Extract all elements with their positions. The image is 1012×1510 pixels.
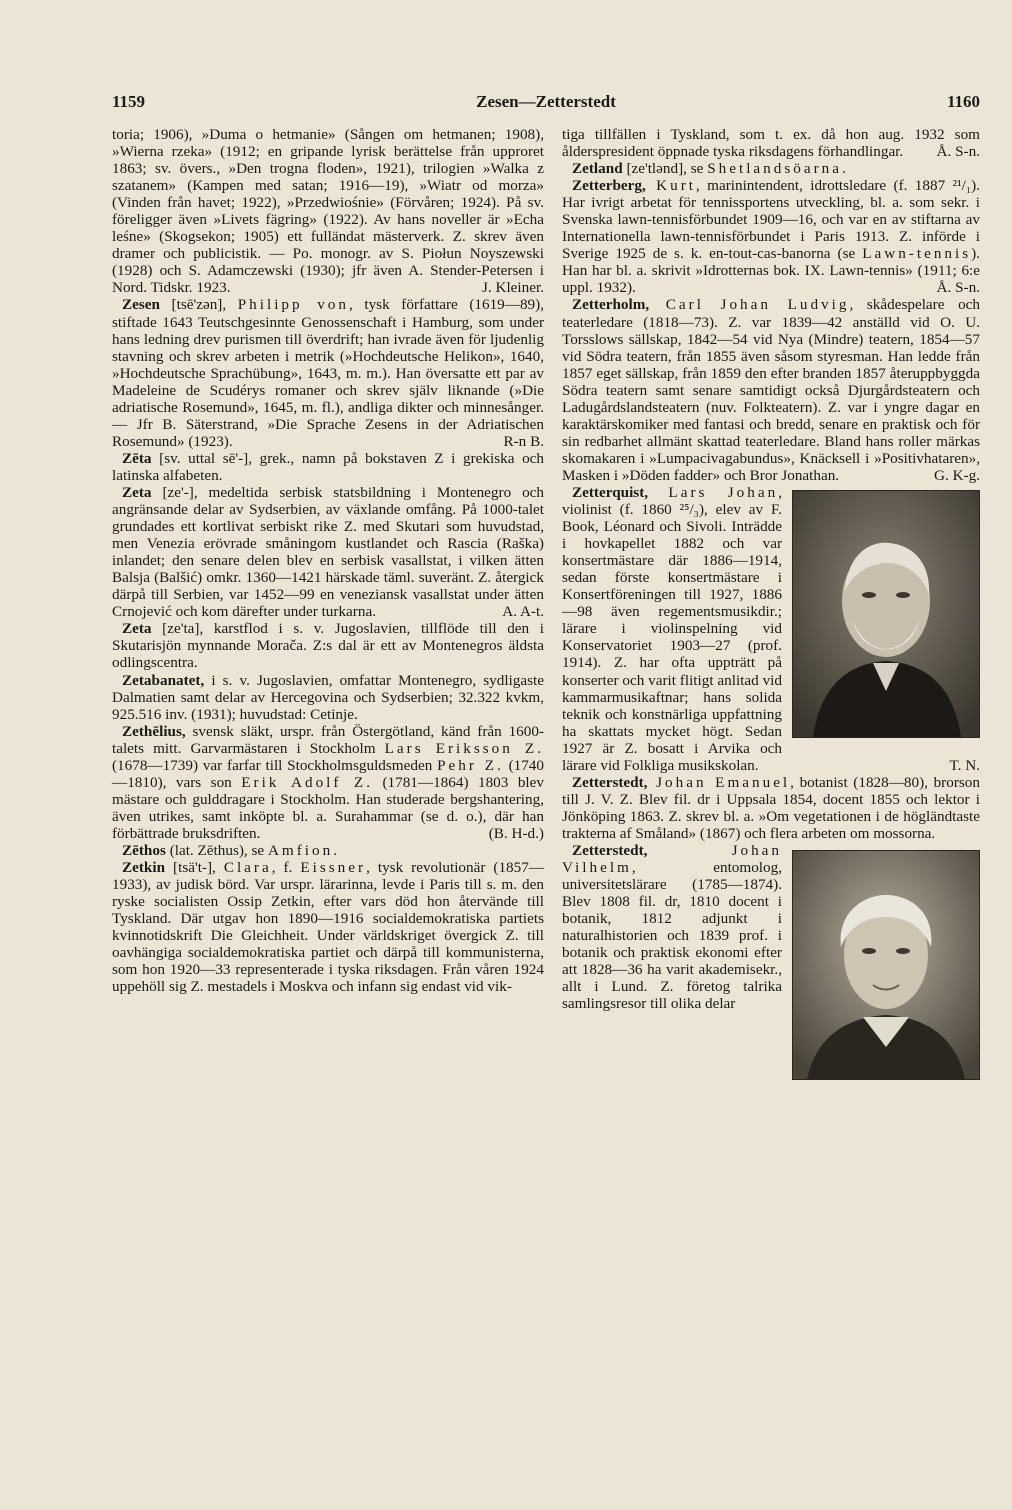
article-zetabanatet: Zetabanatet, i s. v. Jugoslavien, omfattar Montenegro, sydligaste Dalmatien samt delar av Hercegovina och Sydserbien; 32.322 kvkm, 925.516 inv. (1931); huvudstad: Cetinje.	[112, 671, 544, 723]
article-zeta-letter: Zēta [sv. uttal sē'-], grek., namn på bokstaven Z i grekiska och latinska alfabeten.	[112, 449, 544, 484]
article-zethos: Zēthos (lat. Zēthus), se Amfion.	[122, 841, 338, 859]
headword: Zeta	[122, 483, 152, 501]
headword: Zetterquist,	[572, 483, 649, 501]
left-page-number: 1159	[112, 92, 146, 111]
headword: Zēta	[122, 449, 152, 467]
headword: Zetterstedt,	[572, 773, 648, 791]
signature: (B. H-d.)	[488, 824, 544, 842]
person-name: Philipp von	[237, 296, 349, 314]
person-name: Lars Eriksson Z.	[384, 739, 544, 757]
article-zesen: Zesen [tsē'zən], Philipp von, tysk författare (1619—89), stiftade 1643 Teutschgesinnte Genossenschaft i Hamburg, som under hans ledning drev purismen till överdrift; han ivrade även för ljudenlig stavning och skrev arbeten i metrik (»Hochdeutsche Helikon», 1640, »Hochdeutsche Sprachübung», 1643, m. m.). Han översatte ett par av Madeleine de Scudérys romaner och skrev själv liknande (»Die adriatische Rosemund», 1645, m. fl.), andliga dikter och minnesånger. — Jfr B. Säterstrand, »Die Sprache Zesens in der Adriatischen Rosemund» (1923). R-n B.	[112, 296, 544, 450]
person-name: Erik Adolf Z.	[241, 773, 373, 791]
article-zeta-state: Zeta [ze'-], medeltida serbisk statsbildning i Montenegro och angränsande delar av Sydserbien, av växlande omfång. På 1000-talet grundades ett kortlivat serbiskt rike Z. med Skutari som huvudstad, men Venezia erövrade småningom kustlandet och Rascia (Raška) inlandet; den senare delen blev en serbisk vasallstat, i vilken ätten Balsja (Balšić) omkr. 1360—1421 härskade täml. suveränt. Z. återgick därpå till Serbien, var 1452—99 en veneziansk vasallstat under ätten Crnojević och kom därefter under turkarna. A. A-t.	[112, 483, 544, 621]
signature: R-n B.	[503, 432, 544, 450]
article-zetland: Zetland [ze'tlənd], se Shetlandsöarna.	[572, 160, 846, 178]
article-continuation: tiga tillfällen i Tyskland, som t. ex. då hon aug. 1932 som ålderspresident öppnade tyska riksdagens förhandlingar. Å. S-n.	[562, 126, 980, 161]
article-zetkin: Zetkin [tsä't-], Clara, f. Eissner, tysk revolutionär (1857—1933), av judisk börd. Var urspr. lärarinna, levde i Paris till s. m. den ryske socialisten Ossip Zetkin, efter vars död hon återvände till Tyskland. Där utgav hon 1890—1916 socialdemokratiska partiets kvinnotidskrift Die Gleichheit. Under världskriget övergick Z. till oavhängiga socialdemokratiska partiet och därpå till kommunisterna, som hon 1920—33 representerade i tyska riksdagen. Från våren 1924 uppehöll sig Z. mestadels i Moskva och infann sig endast vid vik-	[112, 859, 545, 996]
article-zetterberg: Zetterberg, Kurt, marinintendent, idrottsledare (f. 1887 ²¹/₁). Har ivrigt arbetat för tennissportens utveckling, bl. a. som sekr. i Svenska lawn-tennisförbundet 1909—16, och var en av stiftarna av Internationella lawn-tennisförbundet i Paris 1913. Z. införde i Sverige 1925 de s. k. en-tout-cas-banorna (se Lawn-tennis). Han har bl. a. skrivit »Idrotternas bok. IX. Lawn-tennis» (1911; 6:e uppl. 1932). Å. S-n.	[562, 177, 980, 297]
article-zetterholm: Zetterholm, Carl Johan Ludvig, skådespelare och teaterledare (1818—73). Z. var 1839—42 anställd vid O. U. Torsslows sällskap, 1842—54 vid Nya (Mindre) teatern, 1854—57 vid Södra teatern, från 1855 även såsom styresman. Han ledde från 1857 eget sällskap, från 1859 den efter branden 1857 återuppbyggda Södra teatern samt senare samtidigt också Djurgårdsteatern och Ladugårdslandsteatern (nuv. Folkteatern). Z. var i yngre dagar en karaktärskomiker med fantasi och bredd, senare en praktisk och för sin redbarhet allmänt skattad teaterledare. Bland hans roller märkas skomakaren i »Lumpacivagabundus», Knäcksell i »Positivhataren», Masken i »Döden fadder» och Bror Jonathan. G. K-g.	[562, 296, 980, 484]
article-zeta-river: Zeta [ze'ta], karstflod i s. v. Jugoslavien, tillflöde till den i Skutarisjön mynnande Morača. Z:s dal är ett av Montenegros äldsta odlingscentra.	[112, 620, 544, 672]
portrait-zetterquist	[792, 490, 980, 738]
article-zetterstedt-je: Zetterstedt, Johan Emanuel, botanist (1828—80), brorson till J. V. Z. Blev fil. dr i Uppsala 1854, docent 1855 och lektor i Jönköping 1863. Z. skrev bl. a. »Om vegetationen i de högländtaste trakterna af Småland» (1867) och flera arbeten om mossorna.	[562, 773, 980, 842]
cross-reference: Shetlandsöarna	[707, 160, 842, 178]
cross-reference: Amfion	[267, 841, 334, 859]
page-header	[112, 92, 980, 116]
person-name: Johan Vilhelm	[562, 841, 782, 877]
person-name: Johan Emanuel	[647, 773, 791, 791]
headword: Zetabanatet,	[122, 671, 205, 689]
article-zethelius: Zethēlius, svensk släkt, urspr. från Östergötland, känd från 1600-talets mitt. Garvarmästaren i Stockholm Lars Eriksson Z. (1678—1739) var farfar till Stockholmsguldsmeden Pehr Z. (1740—1810), vars son Erik Adolf Z. (1781—1864) 1803 blev mästare och gulddragare i Stockholm. Han studerade bergshantering, även utrikes, samt inköpte bl. a. Surahammar (se d. o.), där han förbättrade bruksdriften. (B. H-d.)	[112, 722, 544, 842]
person-name: Clara	[223, 859, 272, 877]
signature: G. K-g.	[934, 466, 980, 484]
headword: Zēthos	[122, 841, 166, 859]
signature: A. A-t.	[502, 603, 544, 621]
maiden-name: Eissner	[300, 859, 367, 877]
left-column	[112, 126, 544, 995]
headword: Zeta	[122, 620, 152, 638]
signature: Å. S-n.	[936, 279, 980, 297]
headword: Zetland	[572, 160, 623, 178]
portrait-image	[793, 851, 979, 1079]
portrait-image	[793, 491, 979, 737]
person-name: Pehr Z.	[437, 756, 504, 774]
headword: Zetterberg,	[572, 177, 646, 195]
person-name: Lars Johan	[648, 483, 779, 501]
signature: T. N.	[949, 756, 980, 774]
headword: Zethēlius,	[122, 722, 186, 740]
cross-reference: Lawn-tennis	[862, 245, 972, 263]
right-column	[562, 126, 980, 1084]
headword: Zetterstedt,	[572, 841, 648, 859]
signature: Å. S-n.	[936, 143, 980, 161]
headword: Zetkin	[122, 859, 166, 877]
person-name: Kurt	[645, 177, 696, 195]
portrait-zetterstedt	[792, 850, 980, 1080]
article-zetterstedt-jv: Zetterstedt, Johan Vilhelm, entomolog, universitetslärare (1785—1874). Blev 1808 fil. dr, 1810 docent i botanik, 1812 adjunkt i naturalhistorien och 1839 prof. i botanik och praktisk ekonomi efter att 1828—36 ha varit akademisekr., allt i Lund. Z. företog talrika samlingsresor till olika delar	[562, 842, 980, 1012]
running-title: Zesen—Zetterstedt	[476, 92, 616, 111]
headword: Zesen	[122, 296, 160, 314]
headword: Zetterholm,	[572, 296, 650, 314]
signature: J. Kleiner.	[481, 279, 544, 297]
person-name: Carl Johan Ludvig	[649, 296, 850, 314]
article-zetterquist: Zetterquist, Lars Johan, violinist (f. 1860 ²⁵/₃), elev av F. Book, Léonard och Sivoli. Inträdde i hovkapellet 1882 och var konsertmästare där 1886—1914, sedan förste konsertmästare i Konsertföreningen till 1927, 1886—98 även regementsmusikdir.; lärare i violinspelning vid Konservatoriet 1903—27 (prof. 1914). Z. har ofta uppträtt på konserter och varit flitigt anlitad vid kammarmusikaftnar; hans solida teknik och konstnärliga uppfattning ha skattats mycket högt. Sedan 1927 är Z. bosatt i Arvika och lärare vid Folkliga musikskolan. T. N.	[562, 483, 980, 774]
article-continuation: toria; 1906), »Duma o hetmanie» (Sången om hetmanen; 1908), »Wierna rzeka» (1912; en gripande lyrisk berättelse från upproret 1863; sv. övers., »Den trogna floden», 1921), trilogien »Walka z szatanem» (Kampen med satan; 1916—19), »Wiatr od morza» (Vinden från havet; 1922), »Przedwiośnie» (Förvåren; 1924). På sv. föreligger även »Livets fägring» (1922). Av hans noveller är »Echa leśne» (Skogsekon; 1905) ett fulländat mästerverk. Z. skrev även dramer och publicistik. — Po. monogr. av S. Piołun Noyszewski (1928) och S. Adamczewski (1930); jfr även A. Stender-Petersen i Nord. Tidskr. 1923. J. Kleiner.	[112, 126, 544, 297]
right-page-number: 1160	[946, 92, 980, 111]
